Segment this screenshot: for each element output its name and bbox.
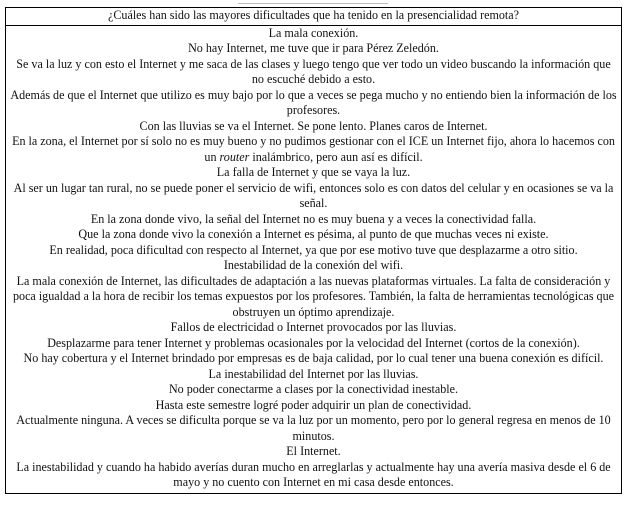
response-item: En realidad, poca dificultad con respecto al Internet, ya que por ese motivo tuve que desplazarme a otro sitio. (49, 242, 578, 257)
response-item: Inestabilidad de la conexión del wifi. (223, 258, 404, 272)
response-item: Al ser un lugar tan rural, no se puede poner el servicio de wifi, entonces solo es con datos del celular y en ocasiones se va la señal. (13, 180, 614, 210)
response-item: No hay cobertura y el Internet brindado por empresas es de baja calidad, por lo cual tener una buena conexión es difícil. (23, 351, 604, 365)
response-item: La inestabilidad del Internet por las lluvias. (208, 366, 419, 381)
response-item: No poder conectarme a clases por la conectividad inestable. (168, 382, 459, 396)
response-item: No hay Internet, me tuve que ir para Pérez Zeledón. (188, 41, 439, 55)
response-item: En la zona donde vivo, la señal del Internet no es muy buena y a veces la conectividad falla. (90, 211, 537, 226)
response-item: Además de que el Internet que utilizo es muy bajo por lo que a veces se pega mucho y no entiendo bien la información de los profesores. (10, 87, 617, 117)
response-item-router (9, 134, 618, 165)
response-item: La mala conexión. (268, 25, 359, 40)
table-header-row (6, 8, 622, 26)
survey-response-table (5, 7, 622, 494)
response-item: La inestabilidad y cuando ha habido averías duran mucho en arreglarlas y actualmente hay una avería masiva desde el 6 de mayo y no cuento con Internet en mi casa desde entonces. (16, 459, 611, 489)
question-header: ¿Cuáles han sido las mayores dificultades que ha tenido en la presencialidad remota? (6, 8, 622, 26)
response-item: La mala conexión de Internet, las dificultades de adaptación a las nuevas plataformas virtuales. La falta de consideración y poca igualdad a la hora de recibir los temas expuestos por los profesores. También, la falta de herramientas tecnológicas que obstruyen un óptimo aprendizaje. (12, 273, 615, 319)
response-item: Fallos de electricidad o Internet provocados por las lluvias. (170, 320, 457, 334)
response-item: Actualmente ninguna. A veces se dificulta porque se va la luz por un momento, pero por lo general regresa en menos de 10 minutos. (16, 413, 611, 443)
page-top-rule (238, 0, 388, 4)
response-item: Que la zona donde vivo la conexión a Internet es pésima, al punto de que muchas veces ni existe. (78, 227, 549, 241)
response-item: Desplazarme para tener Internet y problemas ocasionales por la velocidad del Internet (cortos de la conexión). (47, 335, 580, 350)
response-item: Se va la luz y con esto el Internet y me saca de las clases y luego tengo que ver todo un video buscando la información que no escuché debido a esto. (16, 56, 611, 86)
response-italic-word: router (219, 149, 250, 164)
response-text: En la zona, el Internet por sí solo no es muy bueno y no pudimos gestionar con el ICE un Internet fijo, ahora lo hacemos con un (12, 134, 615, 164)
response-item: La falla de Internet y que se vaya la luz. (216, 165, 411, 179)
response-item: Hasta este semestre logré poder adquirir un plan de conectividad. (155, 397, 472, 412)
table-body-row (6, 25, 622, 493)
response-item: Con las lluvias se va el Internet. Se pone lento. Planes caros de Internet. (139, 118, 488, 133)
responses-cell (6, 25, 622, 493)
response-item: El Internet. (286, 444, 341, 458)
response-text-tail: inalámbrico, pero aun así es difícil. (249, 149, 423, 164)
